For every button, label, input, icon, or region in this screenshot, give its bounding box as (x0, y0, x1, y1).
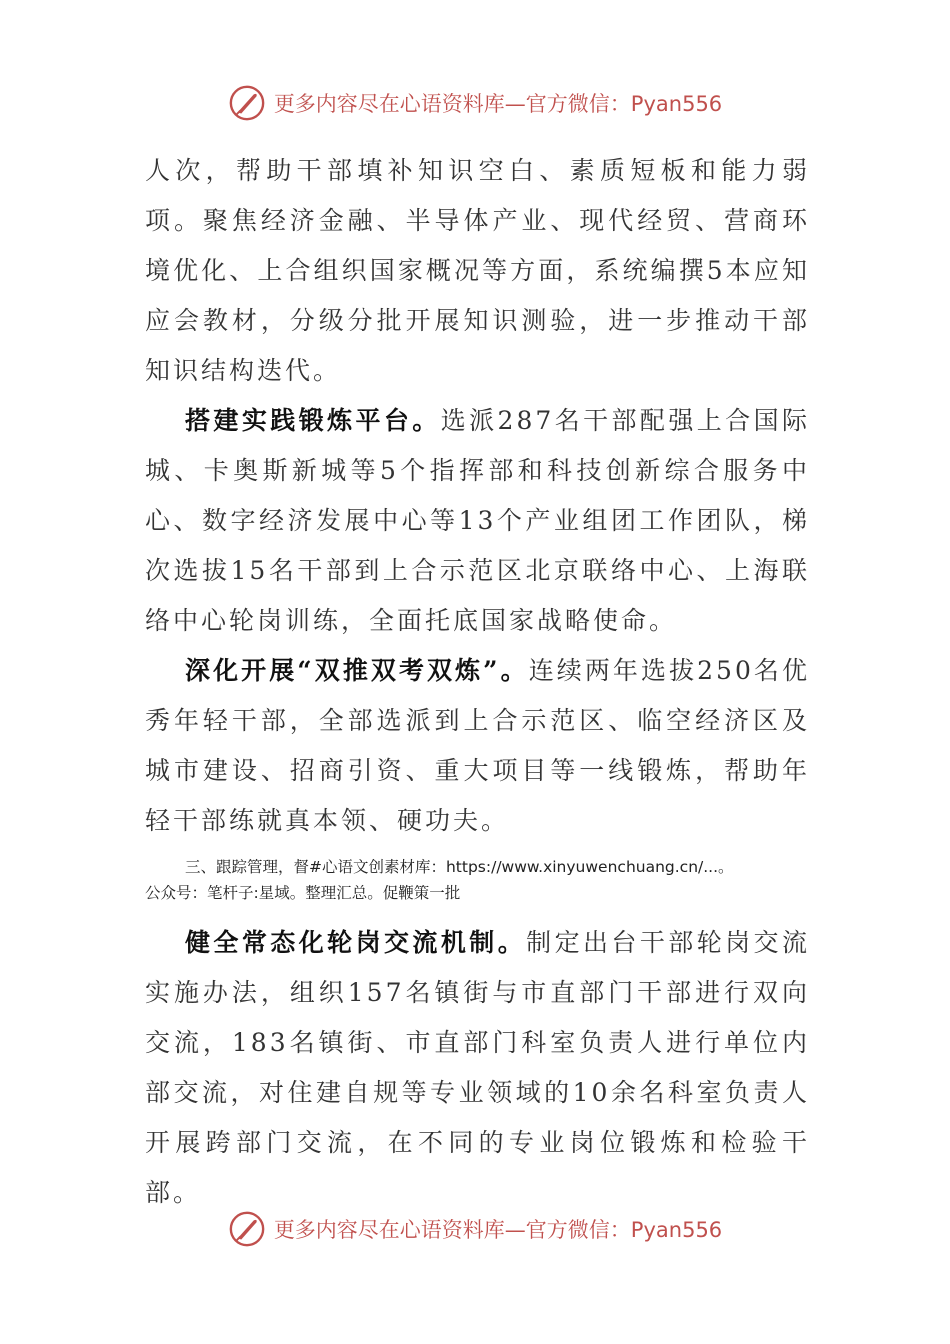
footer-banner-text: 更多内容尽在心语资料库—官方微信：Pyan556 (273, 1218, 723, 1242)
header-banner-text: 更多内容尽在心语资料库—官方微信：Pyan556 (273, 92, 723, 116)
document-body (145, 146, 810, 1218)
paragraph-rotation-text: 制定出台干部轮岗交流实施办法，组织157名镇街与市直部门干部进行双向交流，183名镇街、市直部门科室负责人进行单位内部交流，对住建自规等专业领域的10余名科室负责人开展跨部门交流，在不同的专业岗位锻炼和检验干部。 (145, 928, 810, 1207)
section-heading-tracking (145, 854, 810, 906)
paragraph-rotation-title: 健全常态化轮岗交流机制。 (185, 928, 527, 957)
paragraph-double-push (145, 646, 810, 846)
quill-pen-logo-icon (228, 1210, 266, 1248)
section-source-line: 公众号：笔杆子:星域。整理汇总。促鞭策一批 (145, 884, 461, 902)
paragraph-double-push-text: 连续两年选拔250名优秀年轻干部，全部选派到上合示范区、临空经济区及城市建设、招商引资、重大项目等一线锻炼，帮助年轻干部练就真本领、硬功夫。 (145, 656, 810, 835)
paragraph-practice-platform (145, 396, 810, 646)
paragraph-practice-platform-title: 搭建实践锻炼平台。 (185, 406, 441, 435)
paragraph-practice-platform-text: 选派287名干部配强上合国际城、卡奥斯新城等5个指挥部和科技创新综合服务中心、数字经济发展中心等13个产业组团工作团队，梯次选拔15名干部到上合示范区北京联络中心、上海联络中心轮岗训练，全面托底国家战略使命。 (145, 406, 810, 635)
header-banner (0, 84, 950, 122)
footer-banner (0, 1210, 950, 1248)
paragraph-double-push-title: 深化开展“双推双考双炼”。 (185, 656, 529, 685)
paragraph-knowledge: 人次，帮助干部填补知识空白、素质短板和能力弱项。聚焦经济金融、半导体产业、现代经贸、营商环境优化、上合组织国家概况等方面，系统编撰5本应知应会教材，分级分批开展知识测验，进一步推动干部知识结构迭代。 (145, 156, 810, 385)
paragraph-rotation (145, 918, 810, 1218)
quill-pen-logo-icon (228, 84, 266, 122)
section-heading-line: 三、跟踪管理，督#心语文创素材库：https://www.xinyuwenchuang.cn/...。 (185, 858, 734, 876)
